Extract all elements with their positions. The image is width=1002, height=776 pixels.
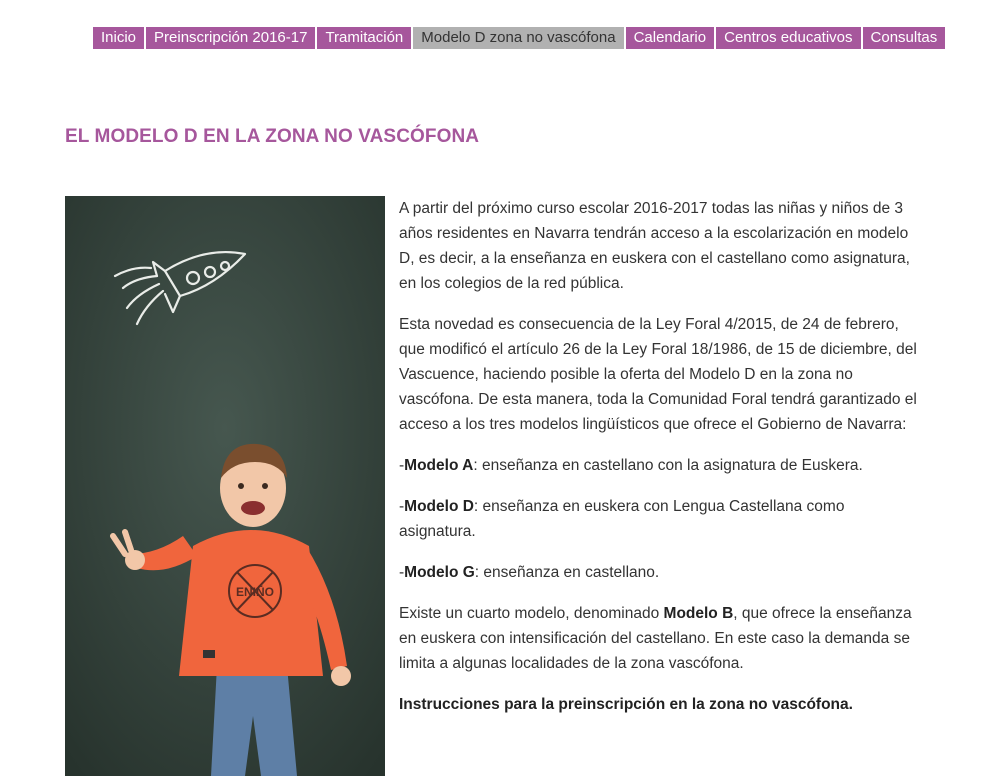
main-nav	[93, 27, 945, 49]
model-d-item: -Modelo D: enseñanza en euskera con Lengua Castellana como asignatura.	[399, 498, 845, 540]
law-paragraph: Esta novedad es consecuencia de la Ley Foral 4/2015, de 24 de febrero, que modificó el artículo 26 de la Ley Foral 18/1986, de 15 de diciembre, del Vascuence, haciendo posible la oferta del Modelo D en la zona no vascófona. De esta manera, toda la Comunidad Foral tendrá garantizado el acceso a los tres modelos lingüísticos que ofrece el Gobierno de Navarra:	[399, 316, 917, 433]
nav-item-calendario[interactable]: Calendario	[626, 27, 715, 49]
article-body	[399, 196, 919, 733]
instructions-link[interactable]: Instrucciones para la preinscripción en la zona no vascófona.	[399, 696, 853, 713]
nav-item-inicio[interactable]: Inicio	[93, 27, 144, 49]
intro-paragraph: A partir del próximo curso escolar 2016-2017 todas las niñas y niños de 3 años residentes en Navarra tendrán acceso a la escolarización en modelo D, es decir, a la enseñanza en euskera con el castellano como asignatura, en los colegios de la red pública.	[399, 200, 910, 292]
nav-item-tramitacion[interactable]: Tramitación	[317, 27, 411, 49]
nav-item-preinscripcion[interactable]: Preinscripción 2016-17	[146, 27, 315, 49]
child-chalkboard-photo	[65, 196, 385, 776]
nav-item-consultas[interactable]: Consultas	[863, 27, 946, 49]
nav-item-centros-educativos[interactable]: Centros educativos	[716, 27, 860, 49]
page-title: EL MODELO D EN LA ZONA NO VASCÓFONA	[65, 126, 480, 147]
nav-item-modelo-d[interactable]: Modelo D zona no vascófona	[413, 27, 623, 49]
model-b-paragraph: Existe un cuarto modelo, denominado Modelo B, que ofrece la enseñanza en euskera con intensificación del castellano. En este caso la demanda se limita a algunas localidades de la zona vascófona.	[399, 605, 912, 672]
hoodie-print: ENIÑO	[235, 585, 275, 599]
model-g-item: -Modelo G: enseñanza en castellano.	[399, 564, 660, 581]
model-a-item: -Modelo A: enseñanza en castellano con la asignatura de Euskera.	[399, 457, 863, 474]
